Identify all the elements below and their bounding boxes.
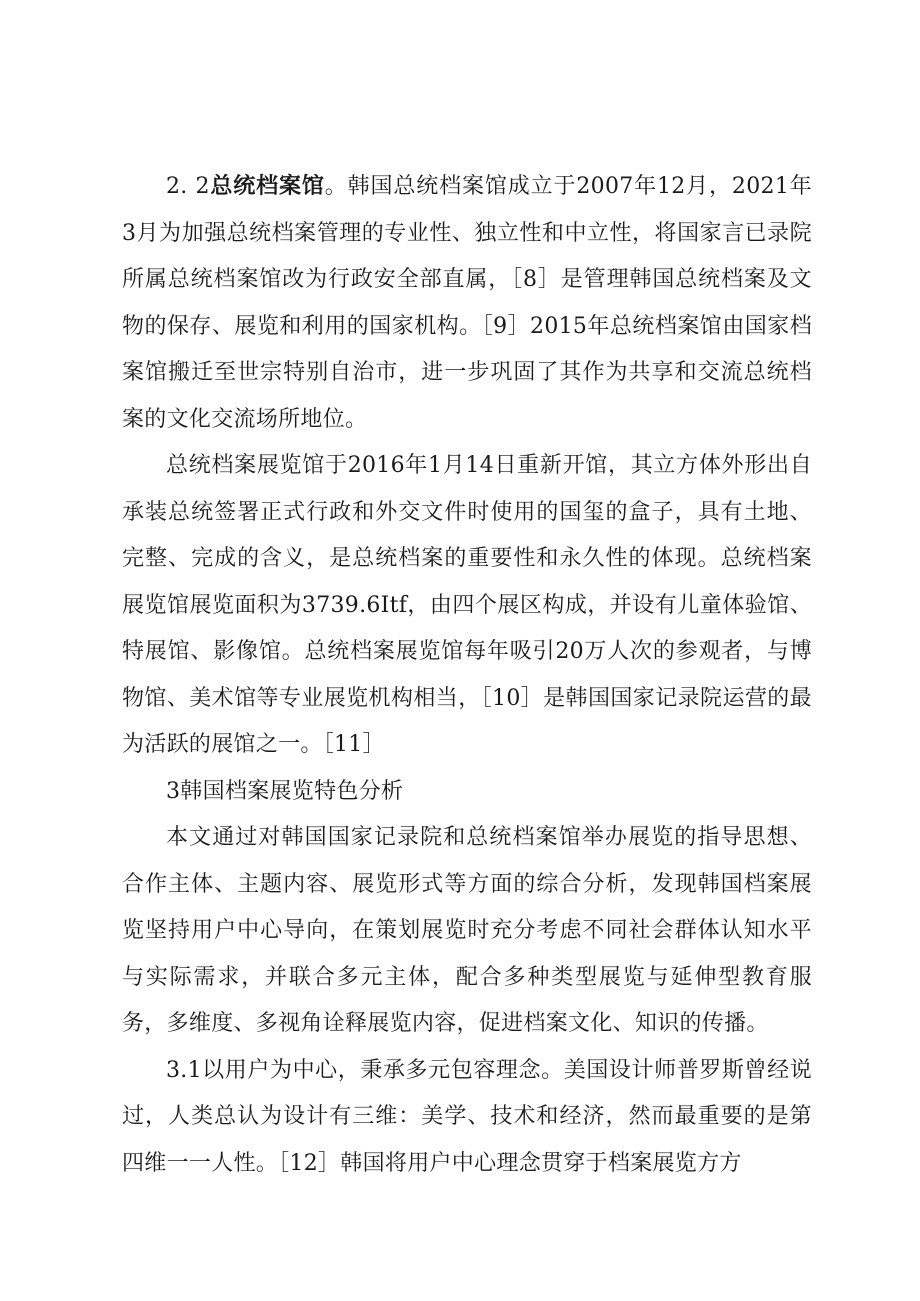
section-heading-3: 3韩国档案展览特色分析 xyxy=(166,778,404,804)
section-number-2-2: 2. 2 xyxy=(166,174,210,199)
paragraph-exhibition-hall: 总统档案展览馆于2016年1月14日重新开馆，其立方体外形出自承装总统签署正式行政和外交文件时使用的国玺的盒子，具有土地、完整、完成的含义，是总统档案的重要性和永久性的体现。总统档案展览馆展览面积为3739.6Itf，由四个展区构成，并设有儿童体验馆、特展馆、影像馆。总统档案展览馆每年吸引20万人次的参观者，与博物馆、美术馆等专业展览机构相当，［10］是韩国国家记录院运营的最为活跃的展馆之一。［11］ xyxy=(122,453,812,757)
paragraph-3-intro: 本文通过对韩国国家记录院和总统档案馆举办展览的指导思想、合作主体、主题内容、展览形式等方面的综合分析，发现韩国档案展览坚持用户中心导向，在策划展览时充分考虑不同社会群体认知水平与实际需求，并联合多元主体，配合多种类型展览与延伸型教育服务，多维度、多视角诠释展览内容，促进档案文化、知识的传播。 xyxy=(122,825,812,1036)
paragraph-3-1: 3.1以用户为中心，秉承多元包容理念。美国设计师普罗斯曾经说过，人类总认为设计有三维：美学、技术和经济，然而最重要的是第四维一一人性。［12］韩国将用户中心理念贯穿于档案展览方方 xyxy=(122,1057,812,1176)
paragraph-2-2-body: 。韩国总统档案馆成立于2007年12月，2021年3月为加强总统档案管理的专业性、独立性和中立性，将国家言已录院所属总统档案馆改为行政安全部直属，［8］是管理韩国总统档案及文物的保存、展览和利用的国家机构。［9］2015年总统档案馆由国家档案馆搬迁至世宗特别自治市，进一步巩固了其作为共享和交流总统档案的文化交流场所地位。 xyxy=(122,174,812,432)
paragraph-2-2-intro xyxy=(122,163,812,443)
document-body xyxy=(122,163,812,1187)
section-title-presidential-archives: 总统档案馆 xyxy=(209,173,325,199)
